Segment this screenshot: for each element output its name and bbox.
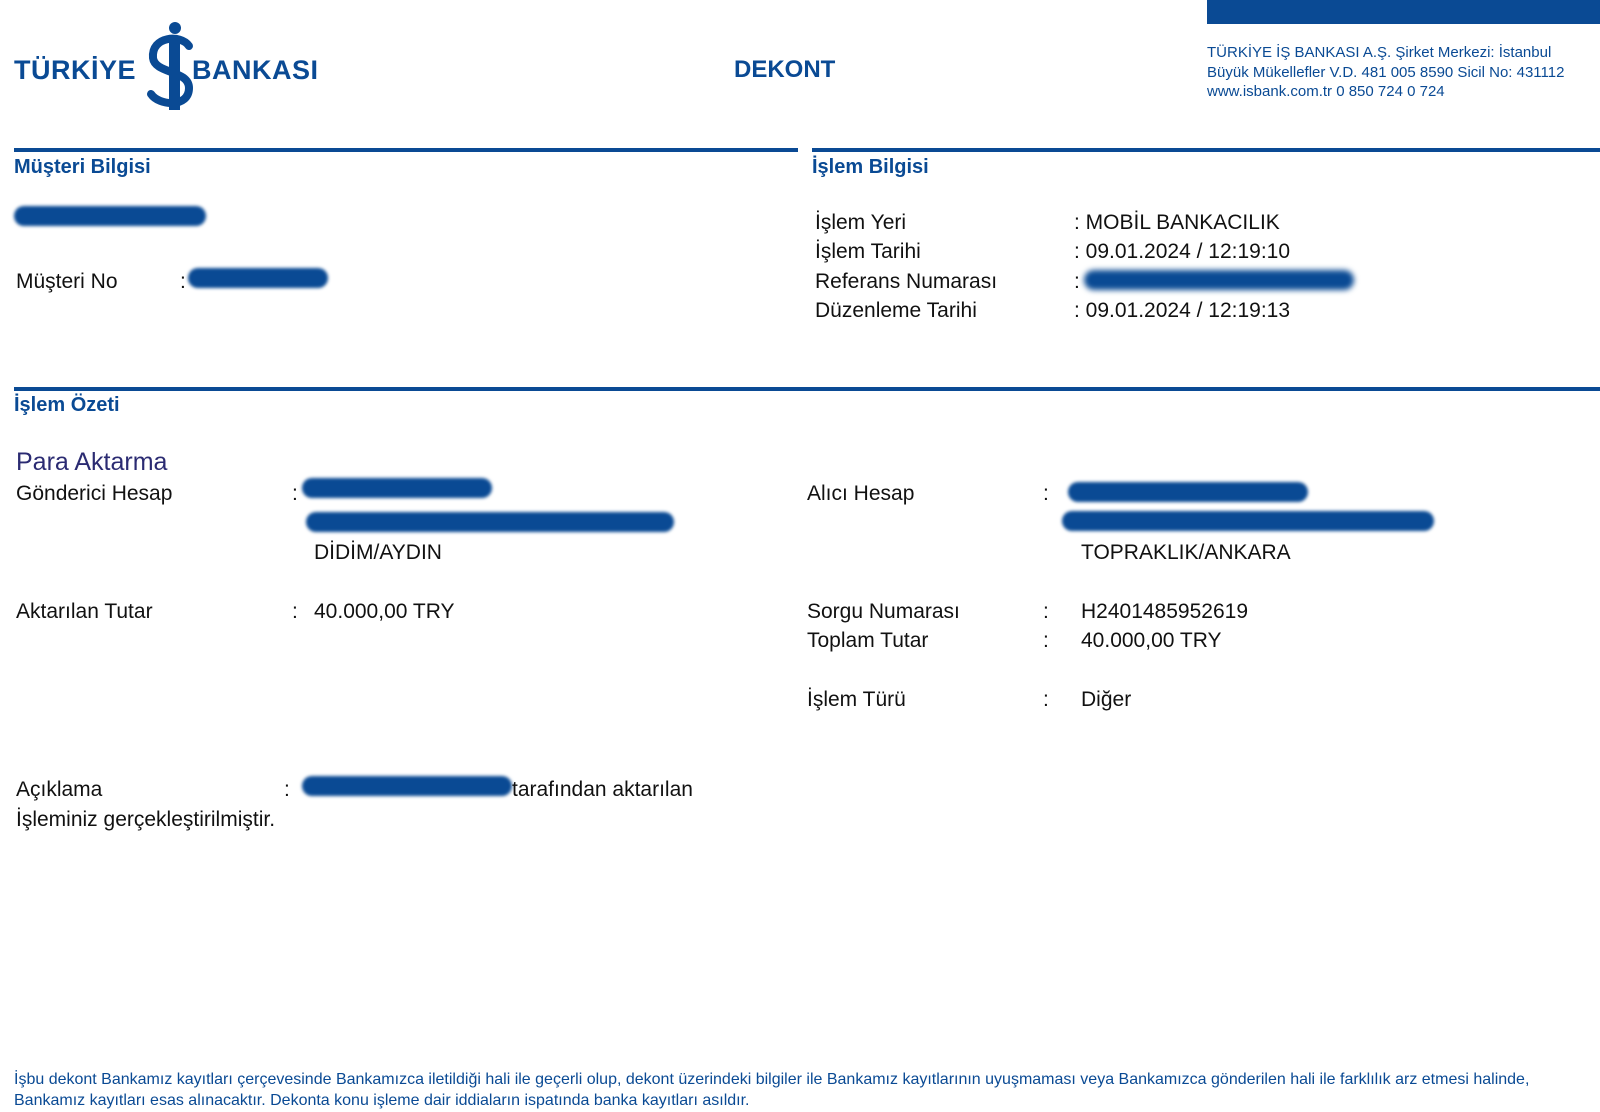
colon: : — [180, 270, 186, 293]
colon: : — [284, 778, 290, 801]
header-accent-bar — [1207, 0, 1600, 24]
transaction-type-value: Diğer — [1081, 688, 1132, 711]
result-message: İşleminiz gerçekleştirilmiştir. — [16, 808, 276, 831]
colon: : — [292, 600, 298, 623]
customer-section-title: Müşteri Bilgisi — [14, 156, 151, 178]
logo-text-right: BANKASI — [192, 55, 319, 85]
issue-date-value: : 09.01.2024 / 12:19:13 — [1074, 299, 1291, 322]
query-number-value: H2401485952619 — [1081, 600, 1248, 623]
receiver-city: TOPRAKLIK/ANKARA — [1081, 541, 1291, 564]
bank-info-line: TÜRKİYE İŞ BANKASI A.Ş. Şirket Merkezi: İstanbul — [1207, 44, 1552, 61]
redacted-description-name — [302, 776, 512, 796]
description-label: Açıklama — [16, 778, 103, 801]
sender-city: DİDİM/AYDIN — [314, 541, 442, 564]
reference-number-value: : — [1074, 270, 1080, 293]
transaction-location-value: : MOBİL BANKACILIK — [1074, 211, 1280, 234]
bank-logo — [14, 22, 324, 122]
colon: : — [1043, 600, 1049, 623]
amount-label: Aktarılan Tutar — [16, 600, 153, 623]
transaction-date-label: İşlem Tarihi — [815, 240, 921, 263]
transaction-date-value: : 09.01.2024 / 12:19:10 — [1074, 240, 1291, 263]
customer-section-rule — [14, 148, 798, 152]
colon: : — [292, 482, 298, 505]
redacted-receiver-name — [1068, 482, 1308, 502]
colon: : — [1043, 688, 1049, 711]
total-amount-label: Toplam Tutar — [807, 629, 929, 652]
reference-number-label: Referans Numarası — [815, 270, 998, 293]
description-suffix: tarafından aktarılan — [512, 778, 693, 801]
document-title: DEKONT — [734, 56, 836, 83]
sender-account-label: Gönderici Hesap — [16, 482, 173, 505]
redacted-receiver-address — [1062, 511, 1434, 531]
footer-line: Bankamız kayıtları esas alınacaktır. Dekonta konu işleme dair iddiaların ispatında banka kayıtları asıldır. — [14, 1092, 750, 1109]
receiver-account-label: Alıcı Hesap — [807, 482, 915, 505]
colon: : — [1043, 482, 1049, 505]
transaction-location-label: İşlem Yeri — [815, 211, 907, 234]
summary-section-rule — [14, 387, 1600, 391]
query-number-label: Sorgu Numarası — [807, 600, 960, 623]
bank-info — [1207, 43, 1564, 102]
redacted-customer-no — [188, 268, 328, 288]
footer-line: İşbu dekont Bankamız kayıtları çerçevesinde Bankamızca iletildiği hali ile geçerli olup, dekont üzerindeki bilgiler ile Bankamız kayıtlarının uyuşmaması veya Bankamızca gönderilen hali ile farklılık arz etmesi halinde, — [14, 1071, 1530, 1088]
transaction-type-heading: Para Aktarma — [16, 448, 168, 476]
redacted-sender-name — [302, 478, 492, 498]
redacted-customer-name — [14, 206, 206, 226]
bank-info-line: Büyük Mükellefler V.D. 481 005 8590 Sicil No: 431112 — [1207, 63, 1565, 81]
logo-text-left: TÜRKİYE — [14, 55, 137, 85]
total-amount-value: 40.000,00 TRY — [1081, 629, 1222, 652]
redacted-reference-number — [1084, 270, 1354, 290]
issue-date-label: Düzenleme Tarihi — [815, 299, 977, 322]
redacted-sender-address — [306, 512, 674, 532]
transaction-section-title: İşlem Bilgisi — [812, 156, 929, 178]
summary-section-title: İşlem Özeti — [14, 394, 120, 416]
amount-value: 40.000,00 TRY — [314, 600, 455, 623]
customer-no-label: Müşteri No — [16, 270, 118, 293]
bank-info-line: www.isbank.com.tr 0 850 724 0 724 — [1207, 83, 1445, 100]
transaction-section-rule — [812, 148, 1600, 152]
transaction-type-label: İşlem Türü — [807, 688, 906, 711]
logo-s-icon — [145, 22, 197, 120]
legal-footer — [14, 1069, 1529, 1111]
colon: : — [1043, 629, 1049, 652]
